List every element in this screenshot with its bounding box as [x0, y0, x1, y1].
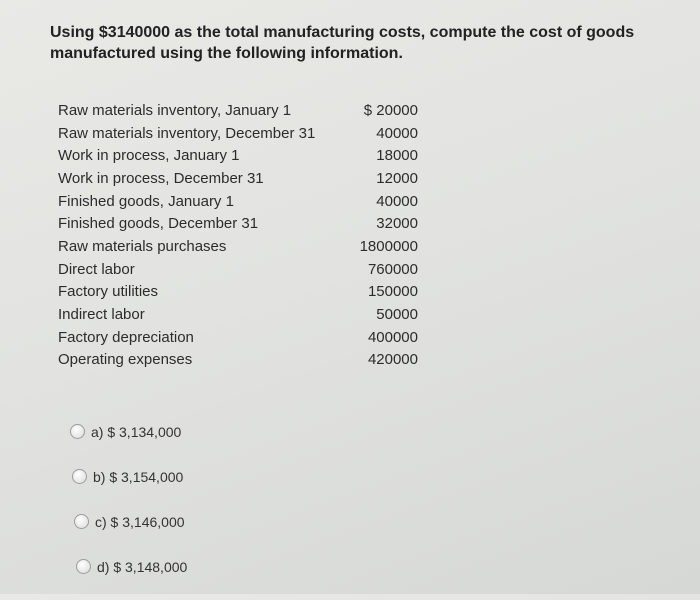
option-b[interactable]: [72, 465, 187, 488]
row-value: 50000: [376, 306, 418, 324]
option-c-label[interactable]: c) $ 3,146,000: [95, 513, 185, 530]
cost-data-table: [58, 99, 418, 371]
table-row: [58, 349, 418, 372]
row-value: 150000: [367, 283, 418, 301]
table-row: [58, 326, 418, 349]
option-d-label[interactable]: d) $ 3,148,000: [97, 558, 188, 575]
row-label: Raw materials purchases: [58, 237, 227, 255]
row-label: Work in process, January 1: [58, 147, 240, 165]
table-row: [58, 190, 418, 213]
option-b-label[interactable]: b) $ 3,154,000: [93, 468, 184, 485]
radio-button-icon[interactable]: [72, 469, 87, 484]
row-value: 32000: [376, 215, 418, 233]
table-row: [58, 144, 418, 167]
row-label: Factory utilities: [58, 283, 159, 301]
table-row: [58, 303, 418, 326]
row-value: 760000: [367, 260, 418, 278]
question-text: Using $3140000 as the total manufacturing costs, compute the cost of goods manufactured using the following information.: [50, 24, 635, 62]
row-value: 40000: [376, 192, 418, 210]
option-c[interactable]: [74, 510, 187, 533]
table-row: [58, 212, 418, 235]
row-value: $ 20000: [363, 101, 418, 119]
option-a[interactable]: [70, 420, 187, 443]
row-label: Direct labor: [58, 260, 135, 278]
row-label: Finished goods, January 1: [58, 192, 234, 210]
row-label: Raw materials inventory, December 31: [58, 124, 316, 142]
row-value: 1800000: [359, 237, 418, 255]
radio-button-icon[interactable]: [76, 559, 91, 574]
table-row: [58, 167, 418, 190]
table-row: [58, 99, 418, 122]
row-label: Raw materials inventory, January 1: [58, 101, 292, 119]
row-value: 400000: [367, 328, 418, 346]
row-label: Finished goods, December 31: [58, 215, 259, 233]
row-label: Operating expenses: [58, 351, 193, 369]
option-a-label[interactable]: a) $ 3,134,000: [91, 423, 182, 440]
row-label: Factory depreciation: [58, 328, 194, 346]
table-row: [58, 235, 418, 258]
row-value: 40000: [376, 124, 418, 142]
row-label: Work in process, December 31: [58, 169, 264, 187]
row-value: 420000: [367, 351, 418, 369]
table-row: [58, 122, 418, 145]
row-label: Indirect labor: [58, 306, 145, 324]
option-d[interactable]: [76, 555, 187, 578]
table-row: [58, 258, 418, 281]
row-value: 18000: [376, 147, 418, 165]
answer-options: [70, 420, 187, 600]
table-row: [58, 281, 418, 304]
radio-button-icon[interactable]: [74, 514, 89, 529]
row-value: 12000: [376, 169, 418, 187]
radio-button-icon[interactable]: [70, 424, 85, 439]
